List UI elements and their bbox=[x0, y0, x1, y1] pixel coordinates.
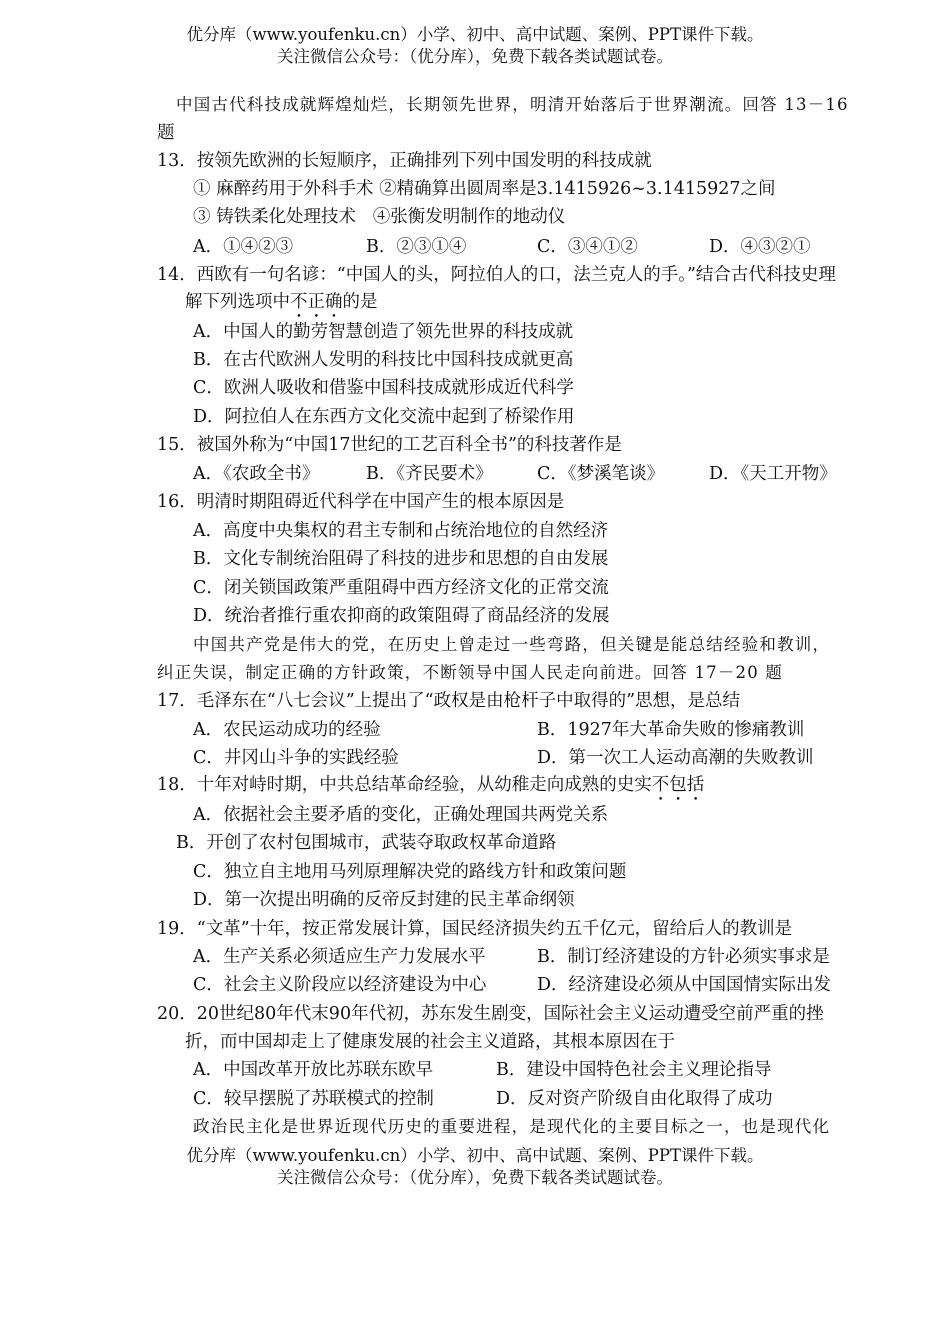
q14-option-a: A．中国人的勤劳智慧创造了领先世界的科技成就 bbox=[193, 322, 574, 342]
intro2-line-1: 中国共产党是伟大的党，在历史上曾走过一些弯路，但关键是能总结经验和教训， bbox=[193, 635, 831, 654]
q20-option-a: A．中国改革开放比苏联东欧早 bbox=[193, 1060, 434, 1080]
q14-option-d: D．阿拉伯人在东西方文化交流中起到了桥梁作用 bbox=[193, 407, 575, 427]
q20-stem-1: 20．20世纪80年代末90年代初，苏东发生剧变，国际社会主义运动遭受空前严重的挫 bbox=[157, 1004, 824, 1024]
q13-item-1: ① 麻醉药用于外科手术 ②精确算出圆周率是3.1415926~3.1415927之间 bbox=[193, 179, 776, 199]
q13-option-d: D．④③②① bbox=[709, 237, 811, 257]
q16-option-d: D．统治者推行重农抑商的政策阻碍了商品经济的发展 bbox=[193, 606, 610, 626]
q19-option-a: A．生产关系必须适应生产力发展水平 bbox=[193, 947, 486, 967]
q19-option-d: D．经济建设必须从中国国情实际出发 bbox=[537, 975, 832, 995]
q14-option-c: C．欧洲人吸收和借鉴中国科技成就形成近代科学 bbox=[193, 378, 574, 398]
q18-option-c: C．独立自主地用马列原理解决党的路线方针和政策问题 bbox=[193, 862, 627, 882]
q18-option-d: D．第一次提出明确的反帝反封建的民主革命纲领 bbox=[193, 890, 575, 910]
q18-stem: 18．十年对峙时期，中共总结革命经验，从幼稚走向成熟的史实不包括 bbox=[157, 775, 705, 795]
intro1-line-2: 题 bbox=[157, 123, 175, 143]
q14-stem-1: 14．西欧有一句名谚：“中国人的头，阿拉伯人的口，法兰克人的手。”结合古代科技史理 bbox=[157, 265, 836, 285]
q13-option-c: C．③④①② bbox=[537, 237, 638, 257]
q19-stem: 19．“文革”十年，按正常发展计算，国民经济损失约五千亿元，留给后人的教训是 bbox=[157, 919, 793, 939]
q16-stem: 16．明清时期阻碍近代科学在中国产生的根本原因是 bbox=[157, 492, 565, 512]
q16-option-b: B．文化专制统治阻碍了科技的进步和思想的自由发展 bbox=[193, 549, 609, 569]
q18-emphasis: 不包括 bbox=[651, 775, 705, 795]
q19-option-b: B．制订经济建设的方针必须实事求是 bbox=[537, 947, 830, 967]
q18-option-a: A．依据社会主要矛盾的变化，正确处理国共两党关系 bbox=[193, 805, 609, 825]
q17-option-c: C．井冈山斗争的实践经验 bbox=[193, 748, 399, 768]
intro1-line-1: 中国古代科技成就辉煌灿烂，长期领先世界，明清开始落后于世界潮流。回答 13－16 bbox=[176, 95, 849, 114]
q17-option-b: B．1927年大革命失败的惨痛教训 bbox=[537, 720, 805, 740]
footer-line-1: 优分库（www.youfenku.cn）小学、初中、高中试题、案例、PPT课件下载。 bbox=[186, 1146, 764, 1165]
q19-option-c: C．社会主义阶段应以经济建设为中心 bbox=[193, 975, 487, 995]
q17-option-d: D．第一次工人运动高潮的失败教训 bbox=[537, 748, 814, 768]
q13-stem: 13．按领先欧洲的长短顺序，正确排列下列中国发明的科技成就 bbox=[157, 151, 652, 171]
header-line-1: 优分库（www.youfenku.cn）小学、初中、高中试题、案例、PPT课件下载。 bbox=[186, 25, 764, 44]
q16-option-a: A．高度中央集权的君主专制和占统治地位的自然经济 bbox=[193, 521, 609, 541]
q15-option-a: A．《农政全书》 bbox=[193, 464, 320, 484]
q14-stem-2: 解下列选项中不正确的是 bbox=[185, 292, 378, 312]
q15-stem: 15．被国外称为“中国17世纪的工艺百科全书”的科技著作是 bbox=[157, 435, 622, 455]
q15-option-d: D．《天工开物》 bbox=[709, 464, 837, 484]
header-line-2: 关注微信公众号：（优分库），免费下载各类试题试卷。 bbox=[277, 47, 673, 66]
q13-option-a: A．①④②③ bbox=[193, 237, 294, 257]
q20-option-b: B．建设中国特色社会主义理论指导 bbox=[496, 1060, 772, 1080]
q17-stem: 17．毛泽东在“八七会议”上提出了“政权是由枪杆子中取得的”思想，是总结 bbox=[157, 691, 741, 711]
q14-option-b: B．在古代欧洲人发明的科技比中国科技成就更高 bbox=[193, 350, 574, 370]
q15-option-c: C．《梦溪笔谈》 bbox=[537, 464, 665, 484]
q20-option-d: D．反对资产阶级自由化取得了成功 bbox=[496, 1089, 773, 1109]
q13-item-2: ③ 铸铁柔化处理技术 ④张衡发明制作的地动仪 bbox=[193, 207, 566, 227]
q16-option-c: C．闭关锁国政策严重阻碍中西方经济文化的正常交流 bbox=[193, 578, 609, 598]
footer-line-2: 关注微信公众号：（优分库），免费下载各类试题试卷。 bbox=[277, 1168, 673, 1187]
q14-emphasis: 不正确 bbox=[290, 292, 343, 312]
q20-option-c: C．较早摆脱了苏联模式的控制 bbox=[193, 1089, 434, 1109]
q13-option-b: B．②③①④ bbox=[366, 237, 467, 257]
q18-option-b: B．开创了农村包围城市，武装夺取政权革命道路 bbox=[176, 833, 557, 853]
intro2-line-2: 纠正失误，制定正确的方针政策，不断领导中国人民走向前进。回答 17－20 题 bbox=[157, 663, 784, 682]
q15-option-b: B．《齐民要术》 bbox=[366, 464, 493, 484]
intro3-line-1: 政治民主化是世界近现代历史的重要进程，是现代化的主要目标之一，也是现代化 bbox=[193, 1117, 831, 1136]
q20-stem-2: 折，而中国却走上了健康发展的社会主义道路，其根本原因在于 bbox=[185, 1032, 675, 1052]
q17-option-a: A．农民运动成功的经验 bbox=[193, 720, 381, 740]
